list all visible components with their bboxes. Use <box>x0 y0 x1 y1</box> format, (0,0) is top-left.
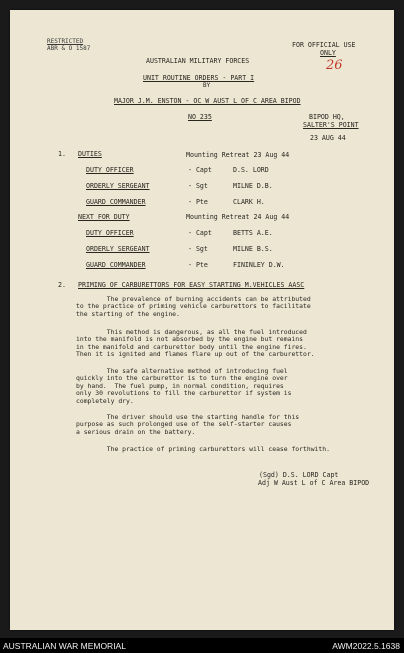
mounting-line-1: Mounting Retreat 23 Aug 44 <box>186 151 290 159</box>
duty-rank: - Pte <box>188 261 208 269</box>
order-date: 23 AUG 44 <box>310 134 346 142</box>
paragraph-2: This method is dangerous, as all the fuel introduced into the manifold is not absorbed by the engine but remains in the manifold and carburettor body until the engine fires. Then it is ignited and flames flare up out of the carburettor. <box>76 328 315 359</box>
hq-line2: SALTER'S POINT <box>303 121 359 129</box>
section-number-2: 2. <box>58 281 66 289</box>
order-number: NO 235 <box>188 113 212 121</box>
paragraph-1: The prevalence of burning accidents can be attributed to the practice of priming vehicle carburettors to facilitate the starting of the engine. <box>76 295 311 318</box>
official-use-label: FOR OFFICIAL USE <box>292 41 356 49</box>
duty-name: BETTS A.E. <box>233 229 273 237</box>
org-heading: AUSTRALIAN MILITARY FORCES <box>146 57 250 65</box>
priming-heading: PRIMING OF CARBURETTORS FOR EASY STARTING M.VEHICLES AASC <box>78 281 305 289</box>
accession-number: AWM2022.5.1638 <box>332 641 400 651</box>
issuer-line: MAJOR J.M. ENSTON - OC W AUST L OF C AREA BIPOD <box>114 97 301 105</box>
duty-name: MILNE B.S. <box>233 245 273 253</box>
duty-rank: - Sgt <box>188 182 208 190</box>
duty-role: GUARD COMMANDER <box>86 198 146 206</box>
document-page <box>10 10 394 630</box>
official-use-only: ONLY <box>320 49 336 57</box>
duty-role: DUTY OFFICER <box>86 166 134 174</box>
handwritten-folio-number: 26 <box>326 58 343 73</box>
by-label: BY <box>203 82 211 89</box>
footer-bar <box>0 638 404 653</box>
institution-name: AUSTRALIAN WAR MEMORIAL <box>3 641 126 651</box>
hq-line1: BIPOD HQ, <box>309 113 345 121</box>
paragraph-3: The safe alternative method of introducing fuel quickly into the carburettor is to turn the engine over by hand. The fuel pump, in normal condition, requires only 30 revolutions to fill the carburettor if system is completely dry. <box>76 367 292 405</box>
restricted-stamp: RESTRICTED <box>47 38 84 45</box>
paragraph-4: The driver should use the starting handle for this purpose as such prolonged use of the self-starter causes a serious drain on the battery. <box>76 413 300 436</box>
duty-role: GUARD COMMANDER <box>86 261 146 269</box>
duty-name: D.S. LORD <box>233 166 269 174</box>
section-number-1: 1. <box>58 150 66 158</box>
orders-title: UNIT ROUTINE ORDERS - PART I <box>143 74 255 82</box>
duty-rank: - Pte <box>188 198 208 206</box>
next-for-duty-heading: NEXT FOR DUTY <box>78 213 130 221</box>
duty-rank: - Capt <box>188 229 212 237</box>
duty-rank: - Capt <box>188 166 212 174</box>
duty-rank: - Sgt <box>188 245 208 253</box>
duties-heading: DUTIES <box>78 150 102 158</box>
paragraph-5: The practice of priming carburettors will cease forthwith. <box>76 445 330 453</box>
duty-name: CLARK H. <box>233 198 265 206</box>
signature-title: Adj W Aust L of C Area BIPOD <box>258 479 370 487</box>
signature-line: (Sgd) D.S. LORD Capt <box>259 471 339 479</box>
mounting-line-2: Mounting Retreat 24 Aug 44 <box>186 213 290 221</box>
reference-code: ABR & O 1587 <box>47 45 91 52</box>
duty-name: MILNE D.B. <box>233 182 273 190</box>
duty-role: ORDERLY SERGEANT <box>86 245 150 253</box>
duty-role: DUTY OFFICER <box>86 229 134 237</box>
duty-role: ORDERLY SERGEANT <box>86 182 150 190</box>
duty-name: FININLEY D.W. <box>233 261 285 269</box>
